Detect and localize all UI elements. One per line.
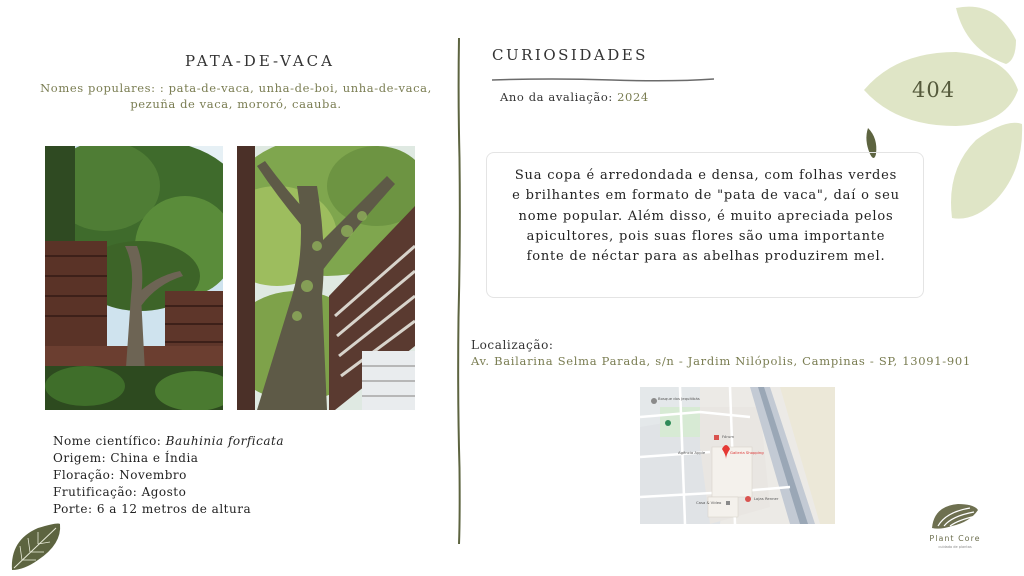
tree-photo-1: [45, 146, 223, 410]
flowering-row: Floração: Novembro: [53, 468, 187, 482]
map-label-bosque: Bosque dos Jequitibás: [658, 396, 700, 401]
species-title: PATA-DE-VACA: [184, 52, 335, 70]
description-text: Sua copa é arredondada e densa, com folhas verdes e brilhantes em formato de "pata de vaca", daí o seu nome popular. Além disso, é muito apreciada pelos apicultores, pois suas flores são uma importante fonte de néctar para as abelhas produzirem mel.: [512, 168, 900, 265]
map-label-forum: Fórum: [722, 434, 735, 439]
curiosities-title: CURIOSIDADES: [492, 46, 648, 64]
evaluation-year: [500, 90, 649, 104]
map-label-casa-video: Casa & Vídeo: [696, 500, 722, 505]
location-map[interactable]: [640, 387, 835, 524]
origin-row: Origem: China e Índia: [53, 451, 199, 465]
brand-name: Plant Core: [929, 534, 981, 543]
year-value: 2024: [617, 90, 649, 104]
brand-tagline: cuidado de plantas: [938, 545, 972, 549]
leaf-icon: [8, 520, 64, 576]
scientific-name-value: Bauhinia forficata: [165, 434, 284, 448]
page-number: 404: [912, 78, 956, 102]
scientific-name-label: Nome científico:: [53, 434, 166, 448]
species-facts: [53, 433, 284, 518]
location-address[interactable]: Av. Bailarina Selma Parada, s/n - Jardim Nilópolis, Campinas - SP, 13091-901: [471, 354, 971, 368]
scientific-name-row: [53, 433, 284, 450]
column-divider: [455, 38, 463, 544]
size-row: Porte: 6 a 12 metros de altura: [53, 502, 252, 516]
popular-names: Nomes populares: : pata-de-vaca, unha-de-boi, unha-de-vaca, pezuña de vaca, mororó, caauba.: [40, 81, 432, 111]
location-label: Localização:: [471, 338, 554, 352]
map-label-galleria: Galleria Shopping: [730, 450, 764, 455]
fruiting-row: Frutificação: Agosto: [53, 485, 187, 499]
tree-photo-2: [237, 146, 415, 410]
brand-logo-icon: [930, 500, 980, 536]
map-label-apple: Agência Apple: [678, 450, 706, 455]
map-label-renner: Lojas Renner: [754, 496, 779, 501]
year-label: Ano da avaliação:: [500, 90, 618, 104]
title-underline: [492, 68, 714, 74]
